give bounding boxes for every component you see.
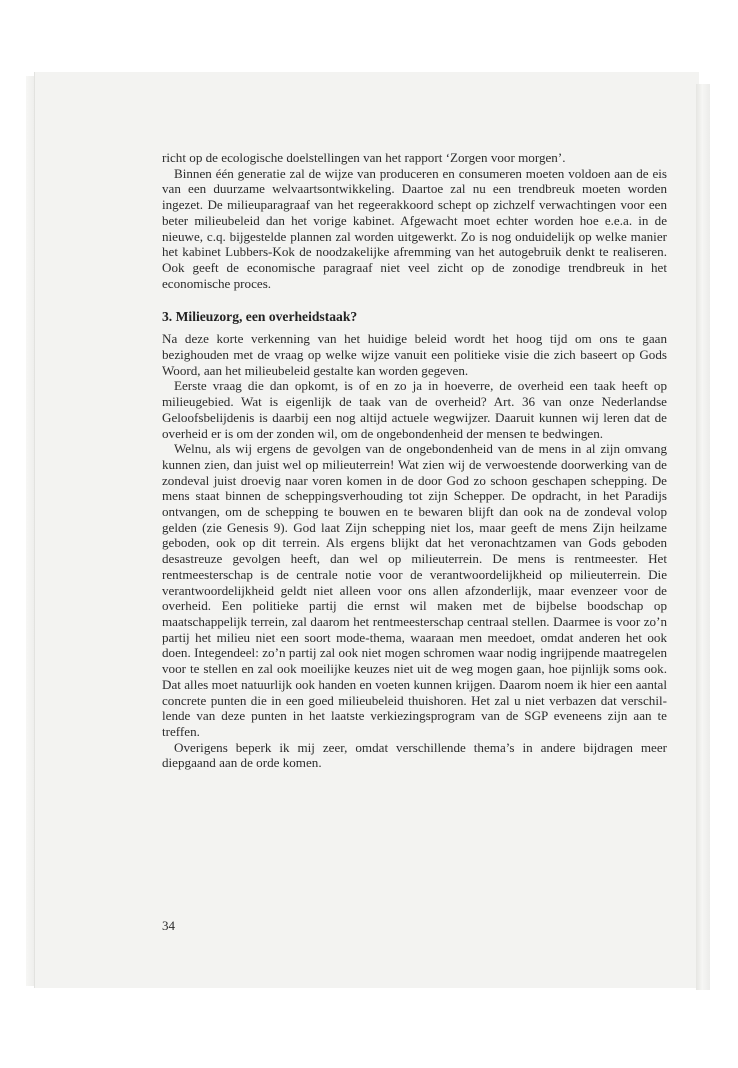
paragraph: Binnen één generatie zal de wijze van produceren en consumeren moeten voldoen aan de eis van een duurzame welvaartsontwikkeling. Daartoe zal nu een trendbreuk moeten worden ingezet. De milieuparagraaf van het regeerakkoord schept op zichzelf verwachtingen voor een beter milieubeleid dan het vorige kabinet. Afgewacht moet echter worden hoe e.e.a. in de nieuwe, c.q. bijgestelde plannen zal worden uitgewerkt. Zo is nog onduidelijk op welke manier het kabinet Lubbers-Kok de noodzakelijke afremming van het autogebruik denkt te realiseren. Ook geeft de economische paragraaf niet veel zicht op de zonodige trendbreuk in het economische proces. [162, 165, 667, 291]
paragraph: Eerste vraag die dan opkomt, is of en zo ja in hoeverre, de overheid een taak heeft op milieugebied. Wat is eigenlijk de taak van de overheid? Art. 36 van onze Nederlandse Geloofsbelijdenis is daarbij een nog altijd actuele wegwijzer. Daaruit kunnen wij leren dat de overheid er is om der zonden wil, om de ongebondenheid der mensen te bedwingen. [162, 378, 667, 441]
paragraph: richt op de ecologische doelstellingen van het rapport ‘Zorgen voor morgen’. [162, 150, 566, 165]
paragraph: Welnu, als wij ergens de gevolgen van de ongebondenheid van de mens in al zijn omvang kunnen zien, dan juist wel op milieuterrein! Wat zien wij de verwoestende doorwerking van de zondeval juist droevig naar voren komen in de door God zo schoon geschapen schepping. De mens staat binnen de scheppingsverhouding tot zijn Schepper. De opdracht, in het Paradijs ontvangen, om de schepping te bouwen en te bewaren blijft dan ook na de zondeval volop gelden (zie Genesis 9). God laat Zijn schepping niet los, maar geeft de mens Zijn heilzame geboden, ook op dit terrein. Als ergens blijkt dat het veronachtzamen van Gods geboden desastreuze gevolgen heeft, dan wel op milieuterrein. De mens is rentmeester. Het rentmeesterschap is de centrale notie voor de verantwoordelijkheid op milieuterrein. Die verantwoordelijkheid geldt niet alleen voor ons allen afzonderlijk, maar evenzeer voor de overheid. Een politieke partij die ernst wil maken met de bijbelse boodschap op maatschappelijk terrein, zal daarom het rentmeesterschap centraal stellen. Daarmee is voor zo’n partij het milieu niet een soort mode-thema, waaraan men meedoet, omdat anderen het ook doen. Integendeel: zo’n partij zal ook niet mogen schromen waar nodig ingrijpende maatregelen voor te stellen en zal ook moeilijke keuzes niet uit de weg mogen gaan, hoe pijnlijk soms ook. Dat alles moet natuurlijk ook handen en voeten kunnen krijgen. Daarom noem ik hier een aantal concrete punten die in een goed milieubeleid thuishoren. Het zal u niet verbazen dat verschillende van deze punten in het laatste verkiezingsprogram van de SGP eveneens zijn aan te treffen. [162, 441, 667, 739]
page-content [162, 150, 667, 771]
paragraph: Na deze korte verkenning van het huidige beleid wordt het hoog tijd om ons te gaan bezighouden met de vraag op welke wijze vanuit een politieke visie die zich baseert op Gods Woord, aan het milieubeleid gestalte kan worden gegeven. [162, 331, 667, 378]
page-edge [26, 76, 34, 986]
page-number: 34 [162, 918, 175, 933]
paragraph: Overigens beperk ik mij zeer, omdat verschillende thema’s in andere bijdragen meer diepgaand aan de orde komen. [162, 739, 667, 771]
book-binding [696, 84, 710, 990]
section-heading: 3. Milieuzorg, een overheidstaak? [162, 309, 358, 325]
